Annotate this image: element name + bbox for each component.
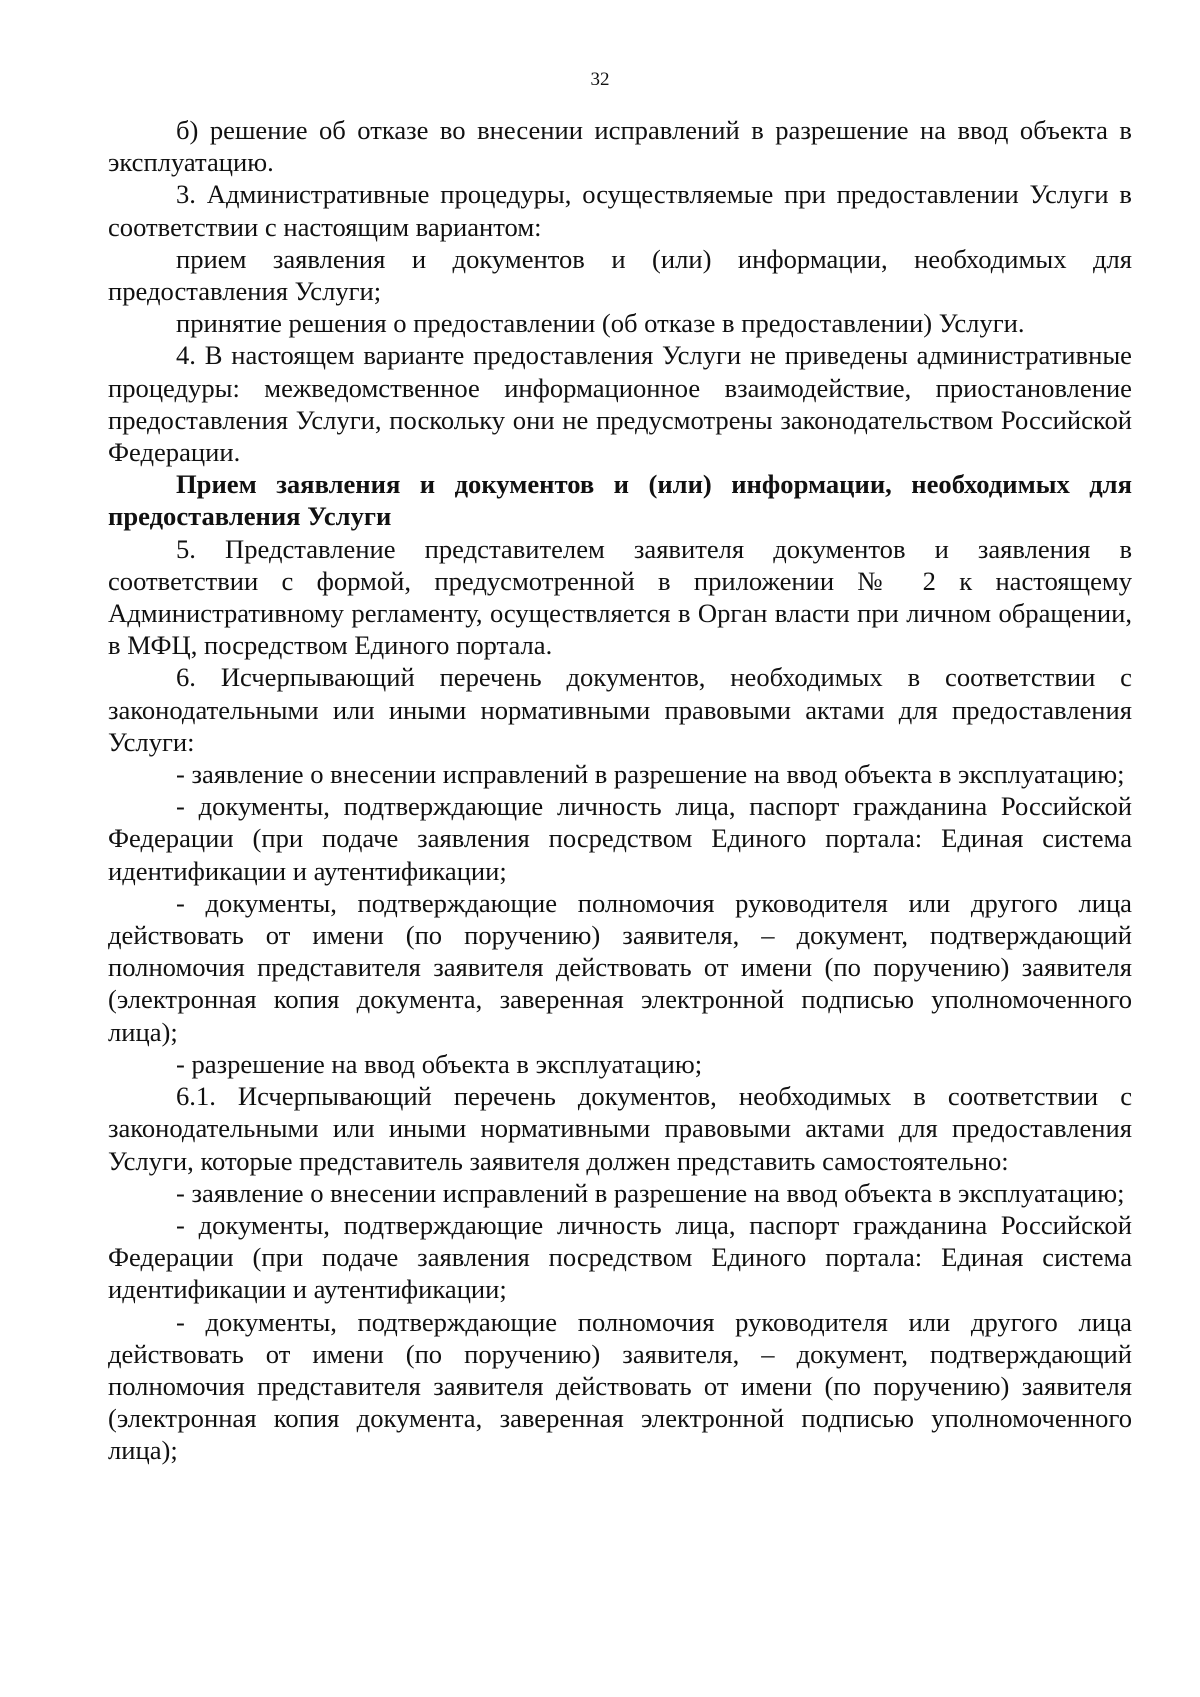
- paragraph-5: 4. В настоящем варианте предоставления Услуги не приведены административные процедуры: межведомственное информационное взаимодействие, приостановление предоставления Услуги, поскольку они не предусмотрены законодательством Российской Федерации.: [108, 340, 1132, 468]
- paragraph-15: - документы, подтверждающие личность лица, паспорт гражданина Российской Федерации (при подаче заявления посредством Единого портала: Единая система идентификации и аутентификации;: [108, 1209, 1132, 1305]
- paragraph-13: 6.1. Исчерпывающий перечень документов, необходимых в соответствии с законодательными или иными нормативными правовыми актами для предоставления Услуги, которые представитель заявителя должен представить самостоятельно:: [108, 1081, 1132, 1176]
- paragraph-3: прием заявления и документов и (или) информации, необходимых для предоставления Услуги;: [108, 243, 1132, 307]
- paragraph-11: - документы, подтверждающие полномочия руководителя или другого лица действовать от имени (по поручению) заявителя, – документ, подтверждающий полномочия представителя заявителя действовать от имени (по поручению) заявителя (электронная копия документа, заверенная электронной подписью уполномоченного лица);: [108, 887, 1132, 1047]
- paragraph-14: - заявление о внесении исправлений в разрешение на ввод объекта в эксплуатацию;: [176, 1177, 1125, 1208]
- paragraph-7: 5. Представление представителем заявителя документов и заявления в соответствии с формой, предусмотренной в приложении № 2 к настоящему Административному регламенту, осуществляется в Орган власти при личном обращении, в МФЦ, посредством Единого портала.: [108, 533, 1132, 661]
- paragraph-16: - документы, подтверждающие полномочия руководителя или другого лица действовать от имени (по поручению) заявителя, – документ, подтверждающий полномочия представителя заявителя действовать от имени (по поручению) заявителя (электронная копия документа, заверенная электронной подписью уполномоченного лица);: [108, 1306, 1132, 1466]
- page-number: 32: [590, 69, 610, 90]
- paragraph-2: 3. Административные процедуры, осуществляемые при предоставлении Услуги в соответствии с настоящим вариантом:: [108, 179, 1132, 242]
- paragraph-8: 6. Исчерпывающий перечень документов, необходимых в соответствии с законодательными или иными нормативными правовыми актами для предоставления Услуги:: [108, 662, 1132, 757]
- paragraph-10: - документы, подтверждающие личность лица, паспорт гражданина Российской Федерации (при подаче заявления посредством Единого портала: Единая система идентификации и аутентификации;: [108, 791, 1132, 886]
- paragraph-4: принятие решения о предоставлении (об отказе в предоставлении) Услуги.: [176, 308, 1025, 339]
- paragraph-12: - разрешение на ввод объекта в эксплуатацию;: [176, 1048, 703, 1079]
- paragraph-1: б) решение об отказе во внесении исправлений в разрешение на ввод объекта в эксплуатацию.: [108, 115, 1132, 178]
- section-heading: Прием заявления и документов и (или) информации, необходимых для предоставления Услуги: [108, 469, 1132, 532]
- paragraph-9: - заявление о внесении исправлений в разрешение на ввод объекта в эксплуатацию;: [176, 759, 1125, 790]
- document-body: [108, 114, 1132, 1467]
